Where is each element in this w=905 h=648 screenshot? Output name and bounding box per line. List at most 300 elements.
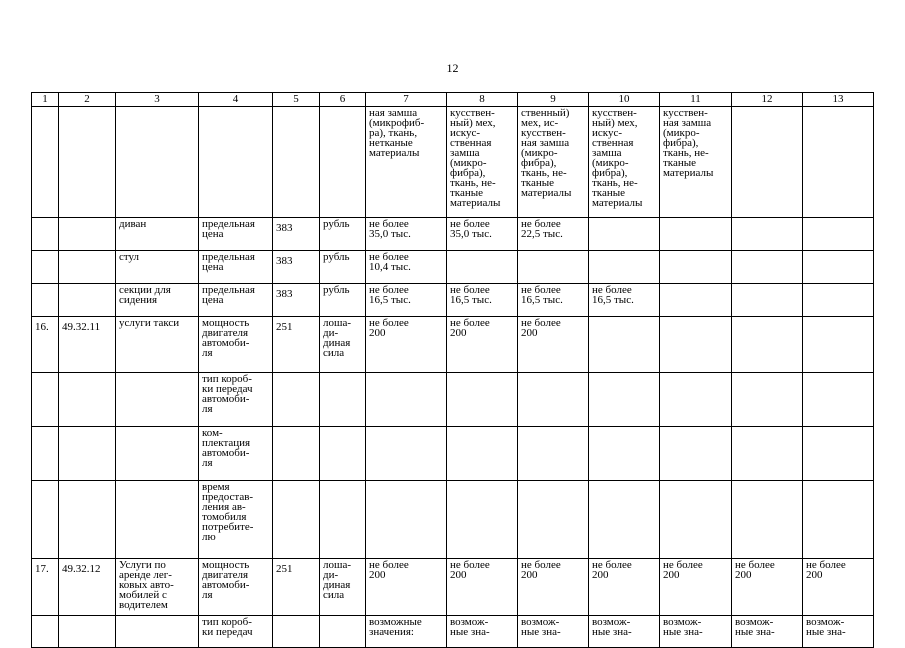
table-cell bbox=[732, 218, 803, 251]
table-cell bbox=[660, 373, 732, 427]
cell-text-line: автомоби- bbox=[202, 447, 250, 459]
table-cell bbox=[732, 616, 803, 648]
table-cell bbox=[589, 481, 660, 559]
cell-text-line: ственная bbox=[592, 137, 634, 149]
cell-text-line: ственный) bbox=[521, 107, 570, 119]
table-cell bbox=[732, 284, 803, 317]
column-header-1: 1 bbox=[32, 93, 59, 107]
cell-text-line: возмож- bbox=[663, 616, 702, 628]
table-cell bbox=[32, 284, 59, 317]
cell-text-line: 383 bbox=[276, 222, 293, 234]
table-cell bbox=[116, 481, 199, 559]
cell-text-line: искус- bbox=[592, 127, 623, 139]
specification-table bbox=[31, 92, 874, 648]
table-row bbox=[32, 317, 874, 373]
table-cell bbox=[447, 218, 518, 251]
cell-text-line: 200 bbox=[369, 327, 386, 339]
table-cell bbox=[32, 317, 59, 373]
table-cell bbox=[518, 251, 589, 284]
cell-text-line: рубль bbox=[323, 251, 350, 263]
table-row bbox=[32, 218, 874, 251]
table-row bbox=[32, 251, 874, 284]
column-header-4: 4 bbox=[199, 93, 273, 107]
table-cell bbox=[803, 559, 874, 616]
cell-text-line: возмож- bbox=[592, 616, 631, 628]
cell-text-line: плектация bbox=[202, 437, 251, 449]
table-cell bbox=[589, 317, 660, 373]
table-cell bbox=[59, 284, 116, 317]
cell-text-line: предельная bbox=[202, 251, 255, 263]
table-cell bbox=[273, 284, 320, 317]
table-cell bbox=[116, 107, 199, 218]
table-cell bbox=[589, 251, 660, 284]
table-cell bbox=[32, 107, 59, 218]
table-cell bbox=[660, 559, 732, 616]
cell-text-line: ные зна- bbox=[735, 626, 775, 638]
table-cell bbox=[447, 107, 518, 218]
table-cell bbox=[273, 616, 320, 648]
cell-text-line: услуги такси bbox=[119, 317, 180, 329]
cell-text-line: 16,5 тыс. bbox=[592, 294, 634, 306]
column-header-7: 7 bbox=[366, 93, 447, 107]
column-header-2: 2 bbox=[59, 93, 116, 107]
cell-text-line: 35,0 тыс. bbox=[450, 228, 492, 240]
table-cell bbox=[199, 317, 273, 373]
cell-text-line: тканые bbox=[450, 187, 484, 199]
cell-text-line: Услуги по bbox=[119, 559, 166, 571]
table-cell bbox=[32, 559, 59, 616]
cell-text-line: 35,0 тыс. bbox=[369, 228, 411, 240]
table-cell bbox=[199, 251, 273, 284]
cell-text-line: материалы bbox=[663, 167, 714, 179]
cell-text-line: тканые bbox=[663, 157, 697, 169]
table-cell bbox=[732, 373, 803, 427]
cell-text-line: возмож- bbox=[521, 616, 560, 628]
table-cell bbox=[589, 218, 660, 251]
table-cell bbox=[366, 317, 447, 373]
table-row bbox=[32, 481, 874, 559]
table-cell bbox=[518, 559, 589, 616]
cell-text-line: ткань, не- bbox=[450, 177, 496, 189]
table-cell bbox=[59, 251, 116, 284]
column-header-13: 13 bbox=[803, 93, 874, 107]
table-cell bbox=[116, 559, 199, 616]
cell-text-line: кусствен- bbox=[521, 127, 566, 139]
cell-text-line: ди- bbox=[323, 327, 339, 339]
table-cell bbox=[116, 251, 199, 284]
table-cell bbox=[273, 107, 320, 218]
table-cell bbox=[803, 481, 874, 559]
table-cell bbox=[732, 427, 803, 481]
table-cell bbox=[273, 373, 320, 427]
cell-text-line: 49.32.11 bbox=[62, 321, 101, 333]
cell-text-line: ный) мех, bbox=[592, 117, 638, 129]
cell-text-line: ткань, не- bbox=[521, 167, 567, 179]
cell-text-line: 200 bbox=[521, 327, 538, 339]
cell-text-line: ки передач bbox=[202, 383, 253, 395]
table-cell bbox=[199, 559, 273, 616]
table-cell bbox=[589, 373, 660, 427]
table-cell bbox=[803, 317, 874, 373]
cell-text-line: ковых авто- bbox=[119, 579, 174, 591]
cell-text-line: ления ав- bbox=[202, 501, 246, 513]
cell-text-line: материалы bbox=[369, 147, 420, 159]
cell-text-line: ди- bbox=[323, 569, 339, 581]
table-cell bbox=[366, 559, 447, 616]
table-cell bbox=[59, 107, 116, 218]
cell-text-line: предельная bbox=[202, 218, 255, 230]
cell-text-line: диная bbox=[323, 337, 351, 349]
table-cell bbox=[366, 616, 447, 648]
cell-text-line: кусствен- bbox=[592, 107, 637, 119]
cell-text-line: тканые bbox=[592, 187, 626, 199]
table-cell bbox=[273, 317, 320, 373]
table-cell bbox=[518, 284, 589, 317]
cell-text-line: мощность bbox=[202, 317, 250, 329]
table-cell bbox=[59, 481, 116, 559]
table-cell bbox=[518, 373, 589, 427]
cell-text-line: не более bbox=[450, 218, 490, 230]
table-cell bbox=[589, 427, 660, 481]
cell-text-line: рубль bbox=[323, 218, 350, 230]
cell-text-line: замша bbox=[592, 147, 622, 159]
table-cell bbox=[59, 317, 116, 373]
table-cell bbox=[199, 218, 273, 251]
cell-text-line: не более bbox=[450, 284, 490, 296]
cell-text-line: ля bbox=[202, 457, 213, 469]
cell-text-line: автомоби- bbox=[202, 393, 250, 405]
cell-text-line: не более bbox=[592, 559, 632, 571]
cell-text-line: 200 bbox=[450, 327, 467, 339]
cell-text-line: материалы bbox=[521, 187, 572, 199]
cell-text-line: тип короб- bbox=[202, 616, 252, 628]
table-row bbox=[32, 427, 874, 481]
table-cell bbox=[320, 616, 366, 648]
table-cell bbox=[660, 427, 732, 481]
column-header-5: 5 bbox=[273, 93, 320, 107]
cell-text-line: ные зна- bbox=[521, 626, 561, 638]
column-header-6: 6 bbox=[320, 93, 366, 107]
table-cell bbox=[366, 251, 447, 284]
table-cell bbox=[732, 481, 803, 559]
cell-text-line: ткань, не- bbox=[592, 177, 638, 189]
cell-text-line: лю bbox=[202, 531, 216, 543]
table-cell bbox=[59, 373, 116, 427]
cell-text-line: кусствен- bbox=[663, 107, 708, 119]
table-cell bbox=[32, 373, 59, 427]
table-cell bbox=[116, 616, 199, 648]
cell-text-line: не более bbox=[735, 559, 775, 571]
cell-text-line: 200 bbox=[369, 569, 386, 581]
cell-text-line: мех, ис- bbox=[521, 117, 559, 129]
cell-text-line: диная bbox=[323, 579, 351, 591]
table-cell bbox=[660, 616, 732, 648]
cell-text-line: ные зна- bbox=[450, 626, 490, 638]
cell-text-line: 251 bbox=[276, 321, 293, 333]
cell-text-line: не более bbox=[369, 218, 409, 230]
table-cell bbox=[366, 218, 447, 251]
table-cell bbox=[732, 317, 803, 373]
column-header-8: 8 bbox=[447, 93, 518, 107]
table-cell bbox=[320, 284, 366, 317]
table-cell bbox=[32, 616, 59, 648]
table-row bbox=[32, 373, 874, 427]
cell-text-line: тканые bbox=[521, 177, 555, 189]
cell-text-line: возмож- bbox=[735, 616, 774, 628]
cell-text-line: не более bbox=[592, 284, 632, 296]
cell-text-line: сила bbox=[323, 589, 345, 601]
table-cell bbox=[803, 284, 874, 317]
cell-text-line: цена bbox=[202, 294, 224, 306]
cell-text-line: не более bbox=[369, 317, 409, 329]
table-cell bbox=[447, 284, 518, 317]
table-header-row bbox=[32, 93, 874, 107]
table-cell bbox=[32, 427, 59, 481]
table-cell bbox=[273, 481, 320, 559]
cell-text-line: значения: bbox=[369, 626, 414, 638]
cell-text-line: (микро- bbox=[450, 157, 487, 169]
cell-text-line: (микро- bbox=[521, 147, 558, 159]
cell-text-line: фибра), bbox=[450, 167, 486, 179]
cell-text-line: двигателя bbox=[202, 569, 249, 581]
table-cell bbox=[116, 373, 199, 427]
table-cell bbox=[199, 481, 273, 559]
table-cell bbox=[59, 559, 116, 616]
table-cell bbox=[589, 559, 660, 616]
cell-text-line: лоша- bbox=[323, 317, 352, 329]
cell-text-line: ра), ткань, bbox=[369, 127, 418, 139]
table-cell bbox=[660, 218, 732, 251]
cell-text-line: фибра), bbox=[663, 137, 699, 149]
cell-text-line: фибра), bbox=[521, 157, 557, 169]
table-cell bbox=[803, 107, 874, 218]
table-cell bbox=[447, 251, 518, 284]
table-cell bbox=[59, 427, 116, 481]
cell-text-line: возмож- bbox=[450, 616, 489, 628]
table-cell bbox=[589, 284, 660, 317]
cell-text-line: потребите- bbox=[202, 521, 254, 533]
column-header-12: 12 bbox=[732, 93, 803, 107]
cell-text-line: ки передач bbox=[202, 626, 253, 638]
table-row bbox=[32, 284, 874, 317]
table-cell bbox=[803, 218, 874, 251]
cell-text-line: 200 bbox=[592, 569, 609, 581]
table-cell bbox=[32, 251, 59, 284]
table-cell bbox=[59, 616, 116, 648]
cell-text-line: время bbox=[202, 481, 230, 493]
cell-text-line: тип короб- bbox=[202, 373, 252, 385]
cell-text-line: стул bbox=[119, 251, 140, 263]
table-cell bbox=[366, 107, 447, 218]
table-cell bbox=[366, 373, 447, 427]
cell-text-line: двигателя bbox=[202, 327, 249, 339]
cell-text-line: ком- bbox=[202, 427, 223, 439]
cell-text-line: 17. bbox=[35, 563, 49, 575]
table-cell bbox=[518, 616, 589, 648]
cell-text-line: материалы bbox=[450, 197, 501, 209]
cell-text-line: томобиля bbox=[202, 511, 247, 523]
table-cell bbox=[803, 373, 874, 427]
table-cell bbox=[320, 427, 366, 481]
table-cell bbox=[273, 218, 320, 251]
page-number: 12 bbox=[446, 61, 459, 75]
column-header-11: 11 bbox=[660, 93, 732, 107]
table-cell bbox=[199, 616, 273, 648]
table-cell bbox=[366, 284, 447, 317]
cell-text-line: рубль bbox=[323, 284, 350, 296]
table-cell bbox=[116, 427, 199, 481]
cell-text-line: не более bbox=[806, 559, 846, 571]
cell-text-line: сидения bbox=[119, 294, 158, 306]
table-cell bbox=[518, 481, 589, 559]
cell-text-line: 200 bbox=[806, 569, 823, 581]
cell-text-line: предостав- bbox=[202, 491, 254, 503]
table-cell bbox=[447, 427, 518, 481]
table-cell bbox=[366, 481, 447, 559]
table-cell bbox=[518, 218, 589, 251]
cell-text-line: ная замша bbox=[663, 117, 712, 129]
cell-text-line: (микро- bbox=[663, 127, 700, 139]
table-cell bbox=[447, 559, 518, 616]
cell-text-line: 16. bbox=[35, 321, 49, 333]
cell-text-line: (микро- bbox=[592, 157, 629, 169]
cell-text-line: не более bbox=[369, 559, 409, 571]
cell-text-line: предельная bbox=[202, 284, 255, 296]
cell-text-line: секции для bbox=[119, 284, 171, 296]
cell-text-line: 16,5 тыс. bbox=[369, 294, 411, 306]
cell-text-line: 251 bbox=[276, 563, 293, 575]
table-cell bbox=[320, 218, 366, 251]
table-cell bbox=[660, 284, 732, 317]
table-cell bbox=[320, 317, 366, 373]
cell-text-line: ственная bbox=[450, 137, 492, 149]
cell-text-line: 200 bbox=[450, 569, 467, 581]
cell-text-line: мобилей с bbox=[119, 589, 167, 601]
cell-text-line: возмож- bbox=[806, 616, 845, 628]
cell-text-line: 22,5 тыс. bbox=[521, 228, 563, 240]
cell-text-line: сила bbox=[323, 347, 345, 359]
cell-text-line: ля bbox=[202, 347, 213, 359]
table-row bbox=[32, 559, 874, 616]
cell-text-line: не более bbox=[663, 559, 703, 571]
table-cell bbox=[32, 218, 59, 251]
cell-text-line: не более bbox=[521, 284, 561, 296]
cell-text-line: нетканые bbox=[369, 137, 413, 149]
cell-text-line: (микрофиб- bbox=[369, 117, 425, 129]
column-header-9: 9 bbox=[518, 93, 589, 107]
table-cell bbox=[199, 427, 273, 481]
cell-text-line: ля bbox=[202, 403, 213, 415]
table-cell bbox=[518, 107, 589, 218]
cell-text-line: 383 bbox=[276, 288, 293, 300]
cell-text-line: возможные bbox=[369, 616, 422, 628]
table-cell bbox=[116, 317, 199, 373]
cell-text-line: ный) мех, bbox=[450, 117, 496, 129]
table-cell bbox=[199, 284, 273, 317]
cell-text-line: не более bbox=[369, 251, 409, 263]
cell-text-line: водителем bbox=[119, 599, 168, 611]
cell-text-line: автомоби- bbox=[202, 337, 250, 349]
table-cell bbox=[589, 616, 660, 648]
cell-text-line: ные зна- bbox=[806, 626, 846, 638]
cell-text-line: ная замша bbox=[521, 137, 570, 149]
table-cell bbox=[116, 218, 199, 251]
table-cell bbox=[732, 251, 803, 284]
table-cell bbox=[199, 107, 273, 218]
table-cell bbox=[518, 427, 589, 481]
cell-text-line: 16,5 тыс. bbox=[521, 294, 563, 306]
table-cell bbox=[116, 284, 199, 317]
cell-text-line: ные зна- bbox=[663, 626, 703, 638]
cell-text-line: цена bbox=[202, 261, 224, 273]
table-cell bbox=[59, 218, 116, 251]
cell-text-line: аренде лег- bbox=[119, 569, 172, 581]
table-cell bbox=[366, 427, 447, 481]
table-cell bbox=[447, 373, 518, 427]
cell-text-line: не более bbox=[450, 559, 490, 571]
table-cell bbox=[518, 317, 589, 373]
cell-text-line: лоша- bbox=[323, 559, 352, 571]
cell-text-line: материалы bbox=[592, 197, 643, 209]
cell-text-line: 200 bbox=[735, 569, 752, 581]
cell-text-line: 200 bbox=[663, 569, 680, 581]
table-cell bbox=[273, 251, 320, 284]
table-cell bbox=[732, 107, 803, 218]
cell-text-line: автомоби- bbox=[202, 579, 250, 591]
cell-text-line: не более bbox=[369, 284, 409, 296]
cell-text-line: не более bbox=[521, 559, 561, 571]
cell-text-line: 10,4 тыс. bbox=[369, 261, 411, 273]
table-cell bbox=[320, 559, 366, 616]
table-cell bbox=[803, 251, 874, 284]
column-header-10: 10 bbox=[589, 93, 660, 107]
cell-text-line: кусствен- bbox=[450, 107, 495, 119]
table-cell bbox=[660, 107, 732, 218]
table-cell bbox=[32, 481, 59, 559]
table-cell bbox=[320, 481, 366, 559]
cell-text-line: искус- bbox=[450, 127, 481, 139]
table-cell bbox=[589, 107, 660, 218]
table-cell bbox=[803, 427, 874, 481]
table-cell bbox=[199, 373, 273, 427]
table-row bbox=[32, 616, 874, 648]
cell-text-line: диван bbox=[119, 218, 147, 230]
cell-text-line: цена bbox=[202, 228, 224, 240]
cell-text-line: ля bbox=[202, 589, 213, 601]
cell-text-line: 383 bbox=[276, 255, 293, 267]
cell-text-line: мощность bbox=[202, 559, 250, 571]
cell-text-line: 49.32.12 bbox=[62, 563, 101, 575]
table-cell bbox=[447, 317, 518, 373]
column-header-3: 3 bbox=[116, 93, 199, 107]
table-cell bbox=[732, 559, 803, 616]
table-cell bbox=[660, 251, 732, 284]
table-cell bbox=[320, 373, 366, 427]
cell-text-line: ная замша bbox=[369, 107, 418, 119]
cell-text-line: замша bbox=[450, 147, 480, 159]
table-cell bbox=[273, 559, 320, 616]
table-cell bbox=[320, 107, 366, 218]
cell-text-line: 16,5 тыс. bbox=[450, 294, 492, 306]
cell-text-line: ткань, не- bbox=[663, 147, 709, 159]
cell-text-line: не более bbox=[521, 317, 561, 329]
table-row bbox=[32, 107, 874, 218]
table-cell bbox=[660, 317, 732, 373]
cell-text-line: 200 bbox=[521, 569, 538, 581]
table-cell bbox=[320, 251, 366, 284]
cell-text-line: не более bbox=[521, 218, 561, 230]
cell-text-line: ные зна- bbox=[592, 626, 632, 638]
